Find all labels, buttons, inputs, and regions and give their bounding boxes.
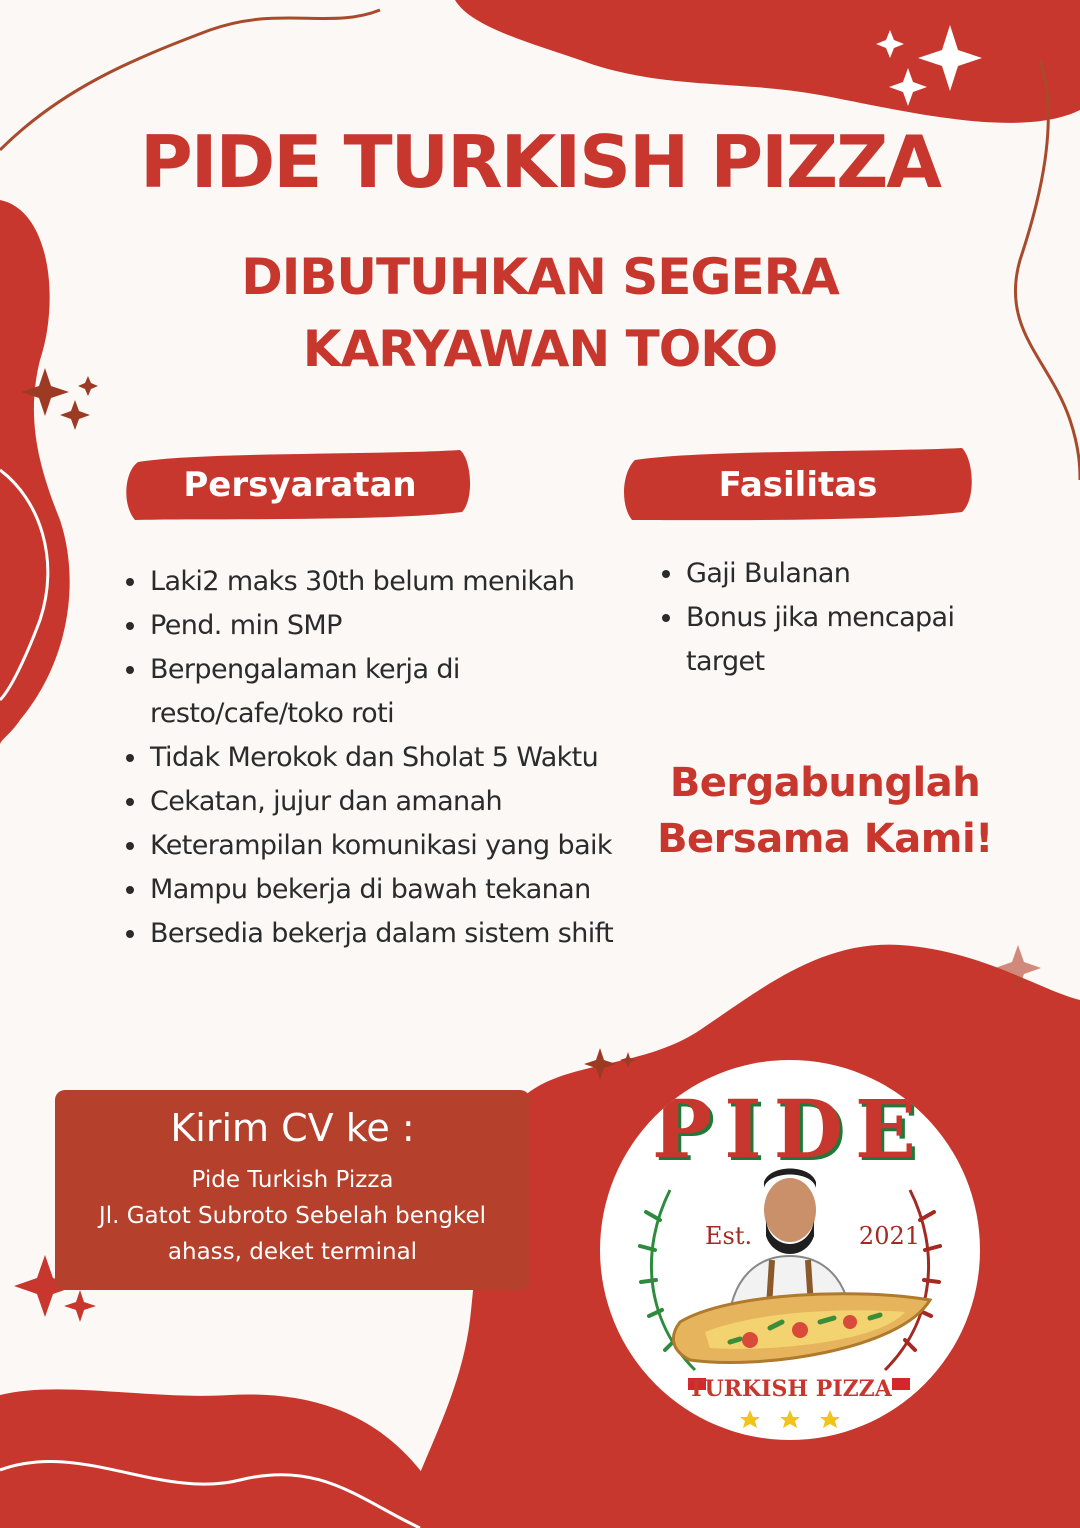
subtitle-line-1: DIBUTUHKAN SEGERA	[241, 248, 839, 306]
list-item: Bersedia bekerja dalam sistem shift	[126, 912, 626, 956]
logo-brand-name: TURKISH PIZZA	[688, 1376, 892, 1402]
facilities-list	[662, 552, 982, 684]
list-item: Mampu bekerja di bawah tekanan	[126, 868, 626, 912]
list-item: Cekatan, jujur dan amanah	[126, 780, 626, 824]
sparkle-icon	[60, 400, 90, 430]
top-right-blob	[455, 0, 1080, 123]
contact-address-line-1: Jl. Gatot Subroto Sebelah bengkel	[98, 1203, 487, 1229]
star-icon	[740, 1410, 760, 1428]
logo-wordmark: PIDE	[652, 1082, 928, 1176]
sparkle-icon	[78, 376, 98, 396]
requirements-heading: Persyaratan	[183, 465, 417, 505]
chef-head-icon	[764, 1178, 816, 1242]
contact-address-line-2: ahass, deket terminal	[167, 1239, 418, 1265]
brand-logo	[600, 1060, 980, 1440]
logo-year: 2021	[858, 1222, 920, 1250]
sparkle-icon	[64, 1290, 96, 1322]
contact-name: Pide Turkish Pizza	[191, 1167, 394, 1193]
list-item: Bonus jika mencapai target	[662, 596, 982, 684]
star-icon	[780, 1410, 800, 1428]
star-icon	[820, 1410, 840, 1428]
list-item: Gaji Bulanan	[662, 552, 982, 596]
list-item: Tidak Merokok dan Sholat 5 Waktu	[126, 736, 626, 780]
list-item: Pend. min SMP	[126, 604, 626, 648]
page-title: PIDE TURKISH PIZZA	[139, 120, 941, 204]
list-item: Laki2 maks 30th belum menikah	[126, 560, 626, 604]
bottom-left-blob	[0, 1389, 440, 1528]
contact-title: Kirim CV ke :	[170, 1106, 415, 1150]
cta-line-2: Bersama Kami!	[657, 816, 993, 862]
cta-line-1: Bergabunglah	[669, 760, 981, 806]
list-item: Berpengalaman kerja di resto/cafe/toko roti	[126, 648, 626, 736]
list-item: Keterampilan komunikasi yang baik	[126, 824, 626, 868]
subtitle-line-2: KARYAWAN TOKO	[302, 320, 778, 378]
logo-est-label: Est.	[705, 1222, 753, 1250]
contact-box	[55, 1090, 530, 1290]
call-to-action	[630, 755, 1020, 867]
facilities-heading: Fasilitas	[718, 465, 878, 505]
requirements-list	[126, 560, 626, 956]
